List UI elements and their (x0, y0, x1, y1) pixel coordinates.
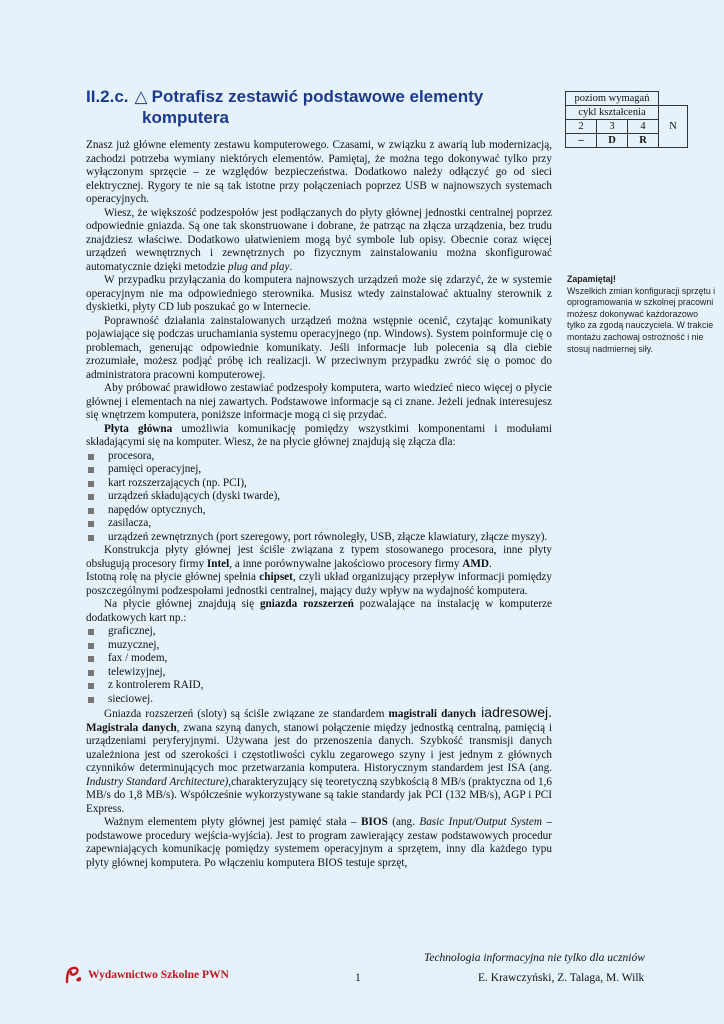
paragraph-7: Konstrukcja płyty głównej jest ściśle związana z typem stosowanego procesora, inne płyty obsługują procesory firmy Intel, a inne porównywalne jakościowo procesory firmy AMD. (86, 544, 552, 570)
term-magistrali-danych: magistrali danych (388, 708, 476, 720)
section-title-line2: komputera (142, 108, 229, 127)
paragraph-6: Płyta główna umożliwia komunikację pomiędzy wszystkimi komponentami i modułami składającymi się na komputer. Wiesz, że na płycie głównej znajdują się złącza dla: (86, 422, 553, 448)
req-header: poziom wymagań (566, 92, 659, 106)
paragraph-11: Ważnym elementem płyty głównej jest pamięć stała – BIOS (ang. Basic Input/Output System – podstawowe procedury wejścia-wyjścia). Jest to program zawierający zestaw podstawowych procedur zapewniających komunikację pomiędzy systemem operacyjnym a sprzętem, inny dla każdego typu płyty głównej komputera. Po włączeniu komputera BIOS testuje sprzęt, (86, 816, 553, 869)
footer-publisher (64, 966, 229, 984)
list-item: pamięci operacyjnej, (86, 463, 552, 477)
term-magistrala-danych: Magistrala danych (86, 721, 177, 734)
term-gniazda-rozszerzen: gniazda rozszerzeń (259, 598, 354, 610)
list-item: zasilacza, (86, 517, 552, 531)
footer-authors: E. Krawczyński, Z. Talaga, M. Wilk (478, 972, 645, 984)
term-chipset: chipset (259, 571, 293, 583)
term-intel: Intel (206, 557, 230, 570)
term-plyta-glowna: Płyta główna (104, 422, 173, 435)
paragraph-3: W przypadku przyłączania do komputera najnowszych urządzeń może się zdarzyć, że w systemie operacyjnym nie ma odpowiedniego sterownika. Musisz wtedy zainstalować aktualny sterownik z dyskietki, płyty CD lub poszukać go w Internecie. (86, 274, 552, 313)
list-item: telewizyjnej, (86, 666, 552, 680)
list-item: urządzeń składujących (dyski twarde), (86, 490, 552, 504)
paragraph-9: Na płycie głównej znajdują się gniazda rozszerzeń pozwalające na instalację w komputerze dodatkowych kart np.: (86, 598, 552, 624)
paragraph-1: Znasz już główne elementy zestawu komputerowego. Czasami, w związku z awarią lub modernizacją, zachodzi potrzeba wymiany niektórych elementów. Pamiętaj, że można tego dokonywać tylko przy wyłączonym sprzęcie – ze względów bezpieczeństwa. Dodatkowo należy odłączyć go od sieci elektrycznej. Rygory te nie są tak istotne przy połączeniach poprzez USB w najnowszych systemach operacyjnych. (86, 139, 552, 205)
footer-book-title: Technologia informacyjna nie tylko dla uczniów (424, 952, 645, 964)
list-item: urządzeń zewnętrznych (port szeregowy, port równoległy, USB, złącze klawiatury, złącze myszy). (86, 531, 552, 545)
section-title-line1: Potrafisz zestawić podstawowe elementy (151, 87, 484, 106)
paragraph-10: Gniazda rozszerzeń (sloty) są ściśle związane ze standardem magistrali danych iadresowej. Magistrala danych, zwana szyną danych, stanowi połączenie między jednostką centralną, pamięcią i urządzeniami peryferyjnymi. Używana jest do przenoszenia danych. Szybkość transmisji danych uzależniona jest od szerokości i częstotliwości cyklu zegarowego szyny i jest jednym z głównych czynników determinujących moc przetwarzania komputera. Historycznym standardem jest ISA (ang. Industry Standard Architecture),charakteryzujący się teoretyczną szybkością 8 MB/s (praktyczna od 1,6 MB/s do 1,8 MB/s). Współcześnie wykorzystywane są takie standardy jak PCI (132 MB/s), AGP i PCI Express. (86, 704, 552, 815)
list-item: fax / modem, (86, 652, 552, 666)
triangle-icon: △ (134, 87, 148, 106)
list-item: z kontrolerem RAID, (86, 679, 552, 693)
term-bios: BIOS (361, 816, 388, 828)
paragraph-8: Istotną rolę na płycie głównej spełnia chipset, czyli układ organizujący przepływ informacji pomiędzy poszczególnymi podzespołami jednostki centralnej, mający duży wpływ na wydajność komputera. (86, 571, 552, 597)
term-amd: AMD (462, 557, 489, 570)
req-level-2: 2 (566, 120, 597, 134)
req-cycle-label: cykl kształcenia (566, 106, 659, 120)
requirements-table (565, 91, 688, 148)
connector-list (86, 450, 552, 545)
req-value-3: D (597, 134, 628, 148)
section-number: II.2.c. (86, 87, 129, 106)
list-item: kart rozszerzających (np. PCI), (86, 477, 552, 491)
req-value-4: R (628, 134, 659, 148)
page-number: 1 (355, 972, 361, 984)
req-value-2: – (566, 134, 597, 148)
paragraph-2: Wiesz, że większość podzespołów jest podłączanych do płyty głównej jednostki centralnej poprzez odpowiednie gniazda. Są one tak skonstruowane i dobrane, że patrząc na złącza urządzenia, bez trudu znajdziesz właściwe. Dodatkowo ułatwieniem mogą być symbole lub opisy. Obecnie coraz więcej urządzeń wewnętrznych i zewnętrznych po fizycznym zainstalowaniu można skonfigurować automatycznie dzięki metodzie plug and play. (86, 206, 552, 273)
list-item: sieciowej. (86, 693, 552, 707)
sidebar-note (567, 274, 717, 355)
list-item: procesora, (86, 450, 552, 464)
publisher-name: Wydawnictwo Szkolne PWN (88, 969, 229, 981)
sidebar-note-title: Zapamiętaj! (567, 274, 616, 284)
paragraph-5: Aby próbować prawidłowo zestawiać podzespoły komputera, warto wiedzieć nieco więcej o płycie głównej i elementach na niej zawartych. Podstawowe informacje są ci znane. Jeżeli jednak interesujesz się wnętrzem komputera, poniższe informacje mogą ci się przydać. (86, 382, 552, 421)
sidebar-note-text: Wszelkich zmian konfiguracji sprzętu i oprogramowania w szkolnej pracowni możesz dokonywać każdorazowo tylko za zgodą nauczyciela. W trakcie montażu zachowaj ostrożność i nie stosuj nadmiernej siły. (567, 285, 716, 354)
req-level-4: 4 (628, 120, 659, 134)
paragraph-4: Poprawność działania zainstalowanych urządzeń można wstępnie ocenić, czytając komunikaty pojawiające się podczas uruchamiania systemu operacyjnego (np. Windows). System poinformuje cię o problemach, generując odpowiednie komunikaty. Jeśli informacje lub polecenia są dla ciebie zrozumiałe, możesz podjąć próbę ich realizacji. W przeciwnym przypadku zwróć się o pomoc do administratora pracowni komputerowej. (86, 314, 552, 381)
plug-and-play-term: plug and play (227, 260, 290, 273)
list-item: graficznej, (86, 625, 552, 639)
body-text (86, 139, 552, 870)
list-item: muzycznej, (86, 639, 552, 653)
list-item: napędów optycznych, (86, 504, 552, 518)
section-heading (86, 86, 526, 128)
expansion-card-list (86, 625, 552, 706)
publisher-logo-icon (64, 966, 84, 984)
req-level-3: 3 (597, 120, 628, 134)
req-n-label: N (659, 106, 688, 148)
